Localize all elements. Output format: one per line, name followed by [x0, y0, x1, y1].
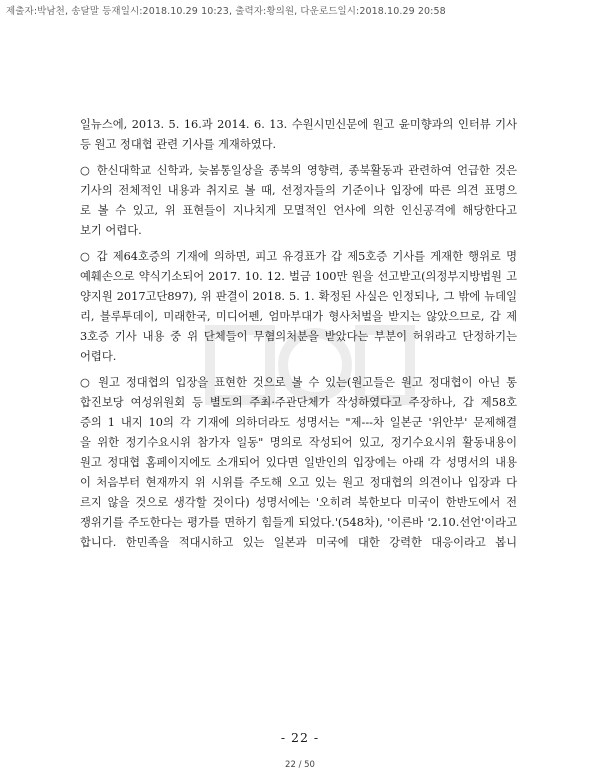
text-line: ○ 한신대학교 신학과, 늦봄통일상을 종북의 영향력, 종북활동과 관련하여 언급한 것은: [80, 164, 517, 177]
text-line: 증의 1 내지 10의 각 기재에 의하더라도 성명서는 "제---차 일본군 '위안부' 문제해결: [80, 416, 517, 429]
text-line: 을 위한 정기수요시위 참가자 일동" 명의로 작성되어 있고, 정기수요시위 활동내용이: [80, 436, 517, 449]
page-number: - 22 -: [280, 730, 320, 745]
text-line: 일뉴스에, 2013. 5. 16.과 2014. 6. 13. 수원시민신문에 원고 윤미향과의 인터뷰 기사: [80, 118, 517, 131]
text-line: 기사의 전체적인 내용과 취지로 볼 때, 선정자들의 기준이나 입장에 따른 의견 표명으: [80, 184, 517, 197]
text-line: 양지원 2017고단897), 위 판결이 2018. 5. 1. 확정된 사실은 인정되나, 그 밖에 뉴데일: [80, 290, 517, 303]
text-line: ○ 원고 정대협의 입장을 표현한 것으로 볼 수 있는(원고들은 원고 정대협이 아닌 통: [80, 376, 517, 389]
text-line: 예훼손으로 약식기소되어 2017. 10. 12. 벌금 100만 원을 선고받고(의정부지방법원 고: [80, 270, 517, 283]
text-line: 르지 않을 것으로 생각할 것이다) 성명서에는 '오히려 북한보다 미국이 한반도에서 전: [80, 496, 517, 509]
text-line: 이 처음부터 현재까지 위 시위를 주도해 오고 있는 원고 정대협의 의견이나 입장과 다: [80, 476, 517, 489]
text-line: 합진보당 여성위원회 등 별도의 주최·주관단체가 작성하였다고 주장하나, 갑 제58호: [80, 396, 517, 409]
text-line: 합니다. 한민족을 적대시하고 있는 일본과 미국에 대한 강력한 대응이라고 봅니: [80, 536, 517, 549]
text-line: 어렵다.: [80, 350, 117, 363]
page-counter: 22 / 50: [285, 760, 315, 770]
text-line: 리, 블루투데이, 미래한국, 미디어펜, 엄마부대가 형사처벌을 받지는 않았으므로, 갑 제: [80, 310, 517, 323]
text-line: 원고 정대협 홈페이지에도 소개되어 있다면 일반인의 입장에는 아래 각 성명서의 내용: [80, 456, 517, 469]
text-line: 보기 어렵다.: [80, 224, 142, 237]
print-metadata-header: 제출자:박남천, 송달말 등재일시:2018.10.29 10:23, 출력자:황의원, 다운로드일시:2018.10.29 20:58: [6, 6, 446, 17]
text-line: 쟁위기를 주도한다는 평가를 면하기 힘들게 되었다.'(548차), '이른바 '2.10.선언'이라고: [80, 516, 517, 529]
text-line: 등 원고 정대협 관련 기사를 게재하였다.: [80, 138, 277, 151]
text-line: 3호증 기사 내용 중 위 단체들이 무혐의처분을 받았다는 부분이 허위라고 단정하기는: [80, 330, 517, 343]
text-line: 로 볼 수 있고, 위 표현들이 지나치게 모멸적인 언사에 의한 인신공격에 해당한다고: [80, 204, 517, 217]
text-line: ○ 갑 제64호증의 기재에 의하면, 피고 유경표가 갑 제5호증 기사를 게재한 행위로 명: [80, 250, 517, 263]
